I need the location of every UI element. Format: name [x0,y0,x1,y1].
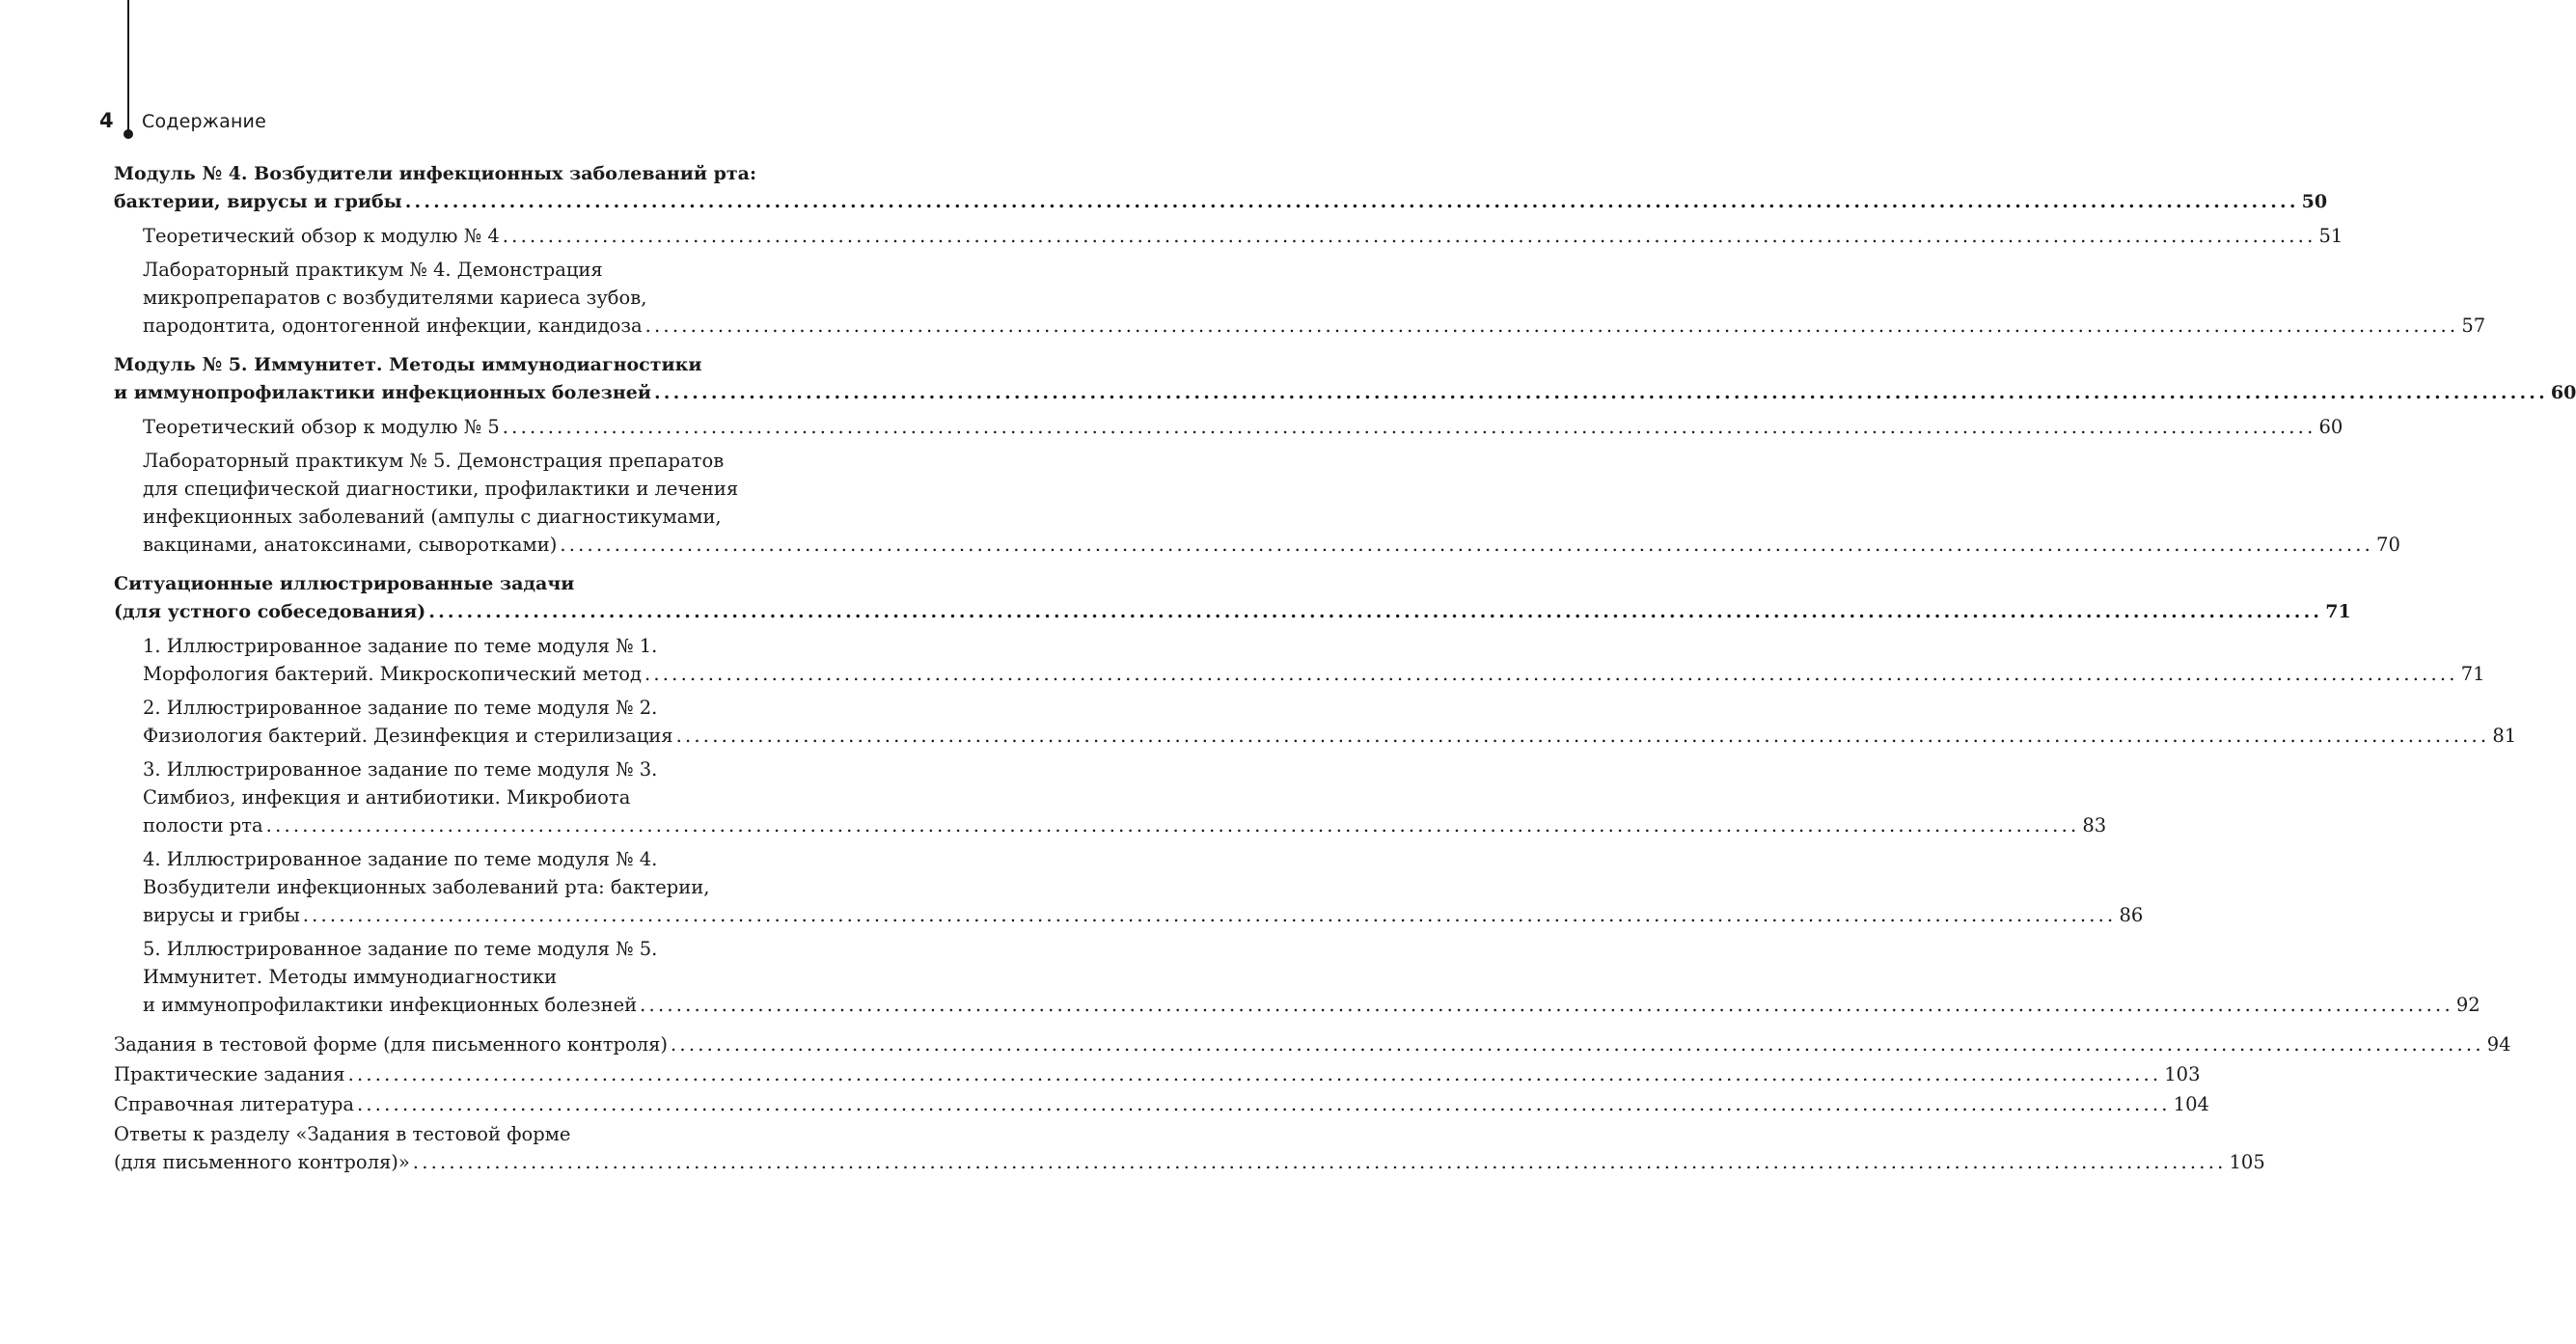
toc-entry-title-line: Задания в тестовой форме (для письменного контроля) [114,1033,669,1056]
toc-entry-section[interactable] [114,1060,2201,1088]
toc-entry-sub[interactable] [143,755,2107,839]
toc-entry-sub[interactable] [143,413,2343,441]
dot-leader: ........................................................................................................................................................................................................ [302,904,2117,926]
toc-entry-title-line: Лабораторный практикум № 5. Демонстрация препаратов [143,450,725,472]
toc-entry-module[interactable] [114,351,2576,407]
toc-page-number: 105 [2229,1151,2265,1173]
table-of-contents [114,160,2576,1176]
dot-leader: ........................................................................................................................................................................................................ [412,1151,2227,1173]
toc-page-number: 86 [2119,904,2144,926]
dot-leader: ........................................................................................................................................................................................................ [404,191,2299,212]
toc-page-number: 60 [2550,382,2576,403]
toc-entry-title-line: для специфической диагностики, профилактики и лечения [143,478,739,500]
toc-entry-title-line: (для письменного контроля)» [114,1151,410,1173]
toc-entry-title-line: вакцинами, анатоксинами, сыворотками) [143,534,558,556]
toc-entry-title-line: Морфология бактерий. Микроскопический метод [143,663,642,685]
dot-leader: ........................................................................................................................................................................................................ [644,663,2458,685]
toc-entry-sub[interactable] [143,222,2343,250]
toc-entry-sub[interactable] [143,632,2485,688]
toc-entry-section[interactable] [114,1030,2511,1058]
dot-leader: ........................................................................................................................................................................................................ [428,601,2323,622]
header-rule [127,0,129,133]
toc-entry-sub[interactable] [143,256,2486,340]
toc-entry-title-line: пародонтита, одонтогенной инфекции, кандидоза [143,315,643,337]
toc-entry-title-line: Ответы к разделу «Задания в тестовой форме [114,1123,571,1145]
toc-page-number: 60 [2318,416,2343,438]
dot-leader: ........................................................................................................................................................................................................ [640,994,2453,1016]
dot-leader: ........................................................................................................................................................................................................ [356,1093,2171,1115]
toc-entry-title-line: (для устного собеседования) [114,601,426,622]
toc-entry-sub[interactable] [143,694,2517,750]
toc-entry-title-line: 5. Иллюстрированное задание по теме модуля № 5. [143,938,658,960]
toc-entry-title-line: полости рта [143,814,263,837]
toc-entry-title-line: инфекционных заболеваний (ампулы с диагностикумами, [143,506,722,528]
toc-entry-title-line: Теоретический обзор к модулю № 5 [143,416,500,438]
toc-page-number: 51 [2318,225,2343,247]
toc-entry-title-line: Иммунитет. Методы иммунодиагностики [143,966,558,988]
toc-entry-title-line: вирусы и грибы [143,904,300,926]
dot-leader: ........................................................................................................................................................................................................ [653,382,2548,403]
toc-entry-title-line: Симбиоз, инфекция и антибиотики. Микробиота [143,786,631,809]
toc-page-number: 92 [2455,994,2480,1016]
toc-entry-title-line: Практические задания [114,1063,345,1085]
toc-entry-title-line: 2. Иллюстрированное задание по теме модуля № 2. [143,697,658,719]
header-rule-dot [123,129,133,139]
toc-entry-title-line: Модуль № 4. Возбудители инфекционных заболеваний рта: [114,163,756,184]
dot-leader: ........................................................................................................................................................................................................ [644,315,2459,337]
page-number: 4 [99,109,114,132]
toc-page-number: 70 [2376,534,2400,556]
toc-entry-title-line: Модуль № 5. Иммунитет. Методы иммунодиагностики [114,354,702,375]
toc-entry-title-line: Возбудители инфекционных заболеваний рта: бактерии, [143,876,710,898]
toc-entry-section[interactable] [114,1120,2265,1176]
toc-page-number: 57 [2461,315,2486,337]
toc-entry-sub[interactable] [143,935,2480,1019]
dot-leader: ........................................................................................................................................................................................................ [502,416,2316,438]
toc-entry-section[interactable] [114,1090,2209,1118]
toc-page-number: 50 [2301,191,2328,212]
toc-entry-title-line: бактерии, вирусы и грибы [114,191,402,212]
running-title: Содержание [142,111,266,132]
toc-page-number: 71 [2460,663,2485,685]
dot-leader: ........................................................................................................................................................................................................ [265,814,2080,837]
toc-entry-title-line: Физиология бактерий. Дезинфекция и стерилизация [143,725,673,747]
toc-page-number: 81 [2492,725,2517,747]
toc-entry-module[interactable] [114,160,2328,216]
toc-entry-title-line: 4. Иллюстрированное задание по теме модуля № 4. [143,848,658,870]
toc-page-number: 94 [2486,1033,2511,1056]
toc-page-number: 71 [2325,601,2351,622]
toc-entry-title-line: Справочная литература [114,1093,354,1115]
toc-entry-title-line: и иммунопрофилактики инфекционных болезней [114,382,651,403]
toc-entry-title-line: Теоретический обзор к модулю № 4 [143,225,500,247]
dot-leader: ........................................................................................................................................................................................................ [671,1033,2484,1056]
toc-entry-title-line: 1. Иллюстрированное задание по теме модуля № 1. [143,635,658,657]
toc-entry-module[interactable] [114,570,2351,626]
toc-page-number: 104 [2173,1093,2209,1115]
dot-leader: ........................................................................................................................................................................................................ [560,534,2374,556]
toc-entry-title-line: Ситуационные иллюстрированные задачи [114,573,575,594]
toc-entry-title-line: и иммунопрофилактики инфекционных болезней [143,994,638,1016]
toc-page-number: 83 [2082,814,2107,837]
dot-leader: ........................................................................................................................................................................................................ [347,1063,2162,1085]
toc-entry-title-line: Лабораторный практикум № 4. Демонстрация [143,259,603,281]
dot-leader: ........................................................................................................................................................................................................ [675,725,2490,747]
toc-entry-title-line: 3. Иллюстрированное задание по теме модуля № 3. [143,758,658,781]
toc-page-number: 103 [2164,1063,2201,1085]
toc-entry-sub[interactable] [143,447,2400,559]
toc-entry-title-line: микропрепаратов с возбудителями кариеса зубов, [143,287,647,309]
dot-leader: ........................................................................................................................................................................................................ [502,225,2316,247]
toc-entry-sub[interactable] [143,845,2144,929]
